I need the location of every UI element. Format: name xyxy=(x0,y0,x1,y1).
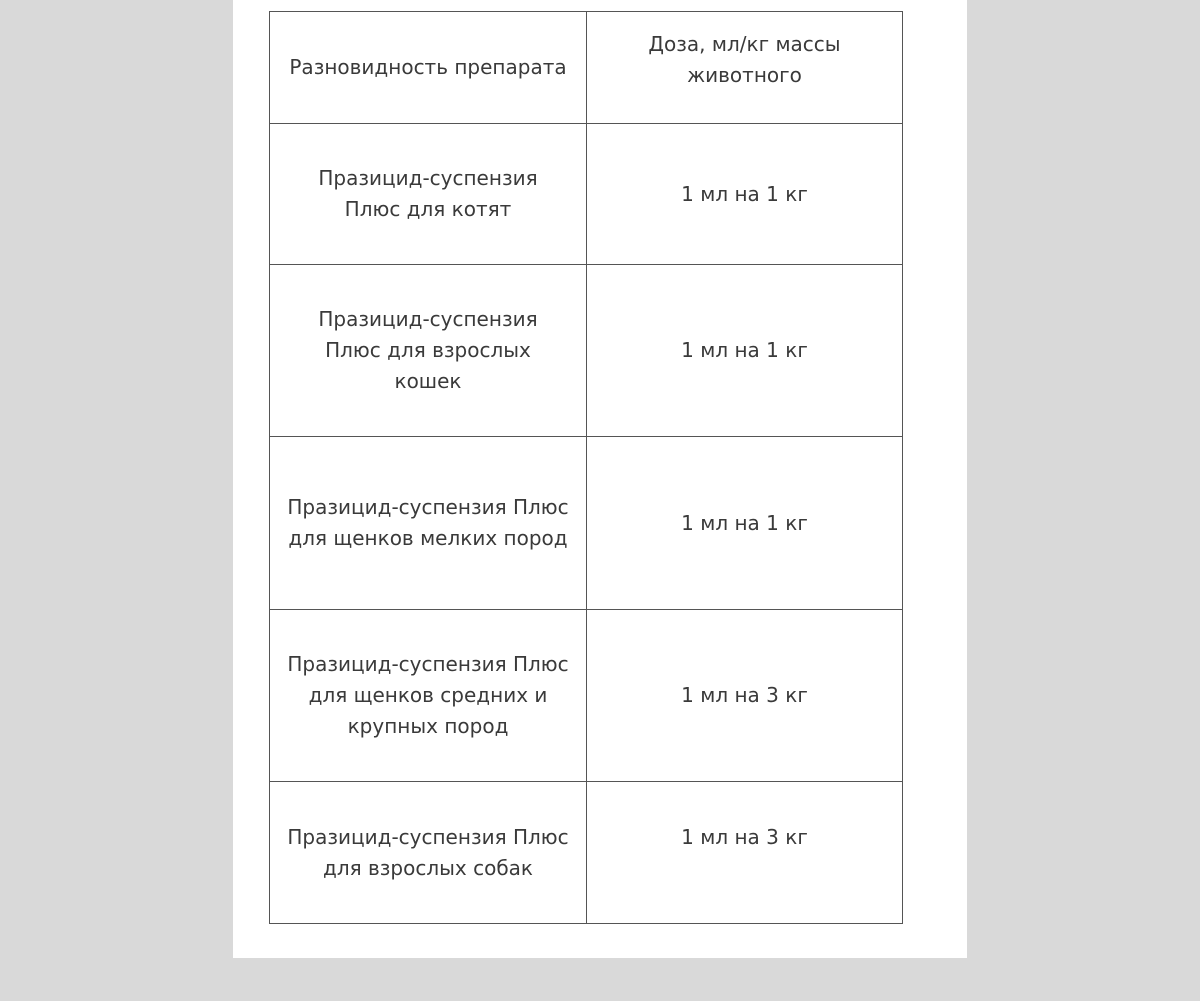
table-row xyxy=(270,265,903,437)
product-name-cell: Празицид-суспензия Плюс для котят xyxy=(270,124,587,265)
dose-cell: 1 мл на 1 кг xyxy=(587,124,903,265)
document-page xyxy=(233,0,967,958)
dose-cell: 1 мл на 3 кг xyxy=(587,782,903,924)
product-name-cell: Празицид-суспензия Плюс для взрослых собак xyxy=(270,782,587,924)
header-dose: Доза, мл/кг массы животного xyxy=(587,12,903,124)
dosage-table xyxy=(269,11,903,924)
dose-cell: 1 мл на 3 кг xyxy=(587,610,903,782)
dose-cell: 1 мл на 1 кг xyxy=(587,437,903,610)
product-name-cell: Празицид-суспензия Плюс для взрослых кошек xyxy=(270,265,587,437)
product-name-cell: Празицид-суспензия Плюс для щенков средних и крупных пород xyxy=(270,610,587,782)
dose-cell: 1 мл на 1 кг xyxy=(587,265,903,437)
table-header-row xyxy=(270,12,903,124)
table-row xyxy=(270,782,903,924)
product-name-cell: Празицид-суспензия Плюс для щенков мелких пород xyxy=(270,437,587,610)
table-row xyxy=(270,610,903,782)
table-row xyxy=(270,124,903,265)
table-row xyxy=(270,437,903,610)
header-product-type: Разновидность препарата xyxy=(270,12,587,124)
